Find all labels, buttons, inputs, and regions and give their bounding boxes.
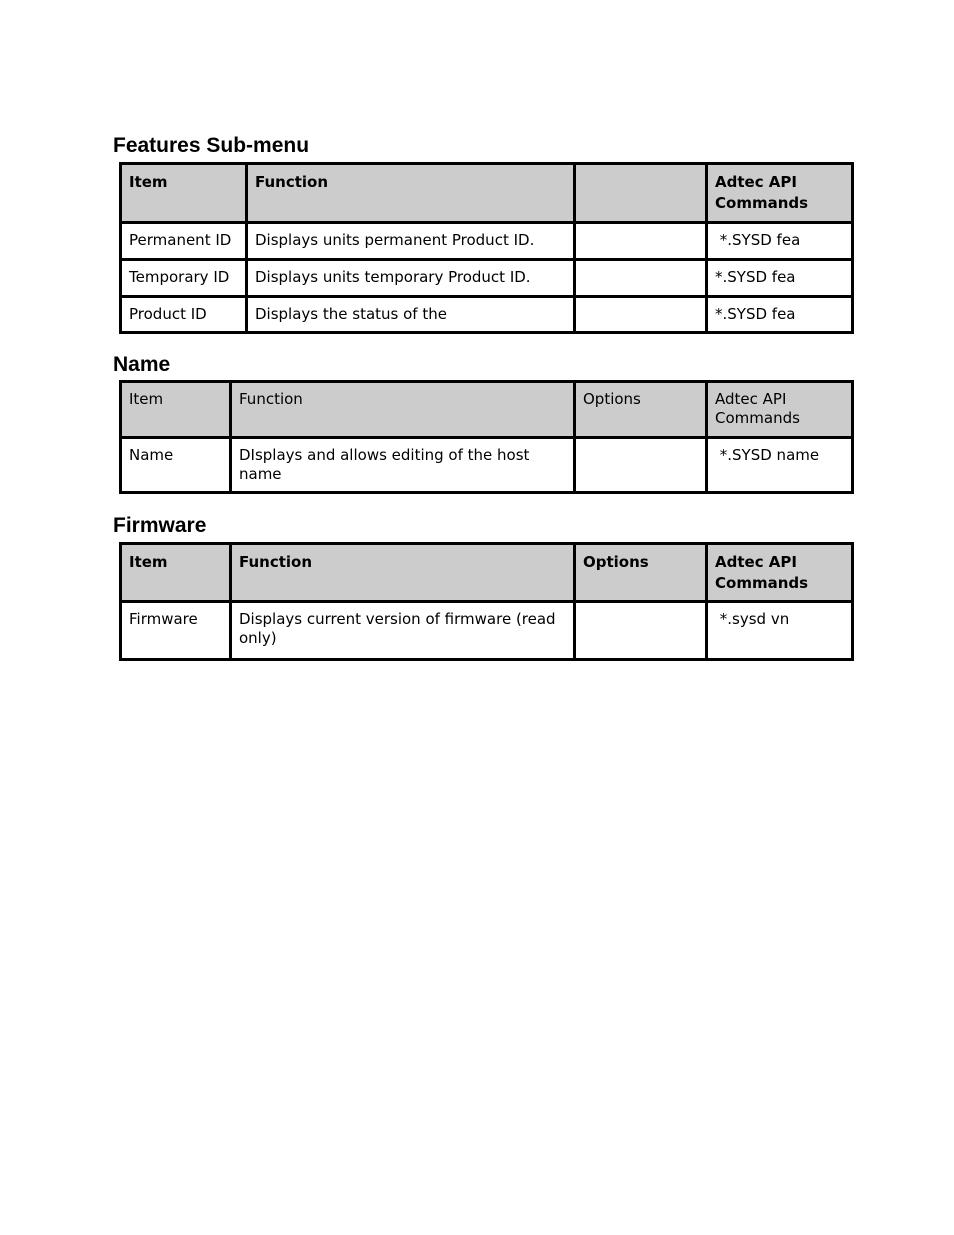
features-submenu-table: [119, 162, 854, 334]
features-submenu-heading: Features Sub-menu: [113, 134, 310, 157]
cell-item: Permanent ID: [121, 223, 247, 260]
cell-api-command: *.SYSD name: [707, 438, 853, 493]
header-api-commands: Adtec API Commands: [707, 544, 853, 602]
table-row: [121, 602, 853, 660]
table-row: [121, 438, 853, 493]
name-table: [119, 380, 854, 494]
cell-item: Firmware: [121, 602, 231, 660]
cell-function: Displays units permanent Product ID.: [247, 223, 575, 260]
cell-options: [575, 260, 707, 297]
cell-item: Name: [121, 438, 231, 493]
cell-options: [575, 297, 707, 333]
header-options: Options: [575, 382, 707, 438]
header-api-commands: Adtec API Commands: [707, 382, 853, 438]
table-header-row: [121, 164, 853, 223]
cell-function: Displays current version of firmware (read only): [231, 602, 575, 660]
cell-api-command: *.SYSD fea: [707, 260, 853, 297]
cell-api-command: *.SYSD fea: [707, 223, 853, 260]
firmware-table: [119, 542, 854, 661]
table-header-row: [121, 382, 853, 438]
cell-api-command: *.sysd vn: [707, 602, 853, 660]
table-row: [121, 223, 853, 260]
cell-options: [575, 438, 707, 493]
cell-item: Temporary ID: [121, 260, 247, 297]
cell-api-command: *.SYSD fea: [707, 297, 853, 333]
cell-options: [575, 223, 707, 260]
header-api-commands: Adtec API Commands: [707, 164, 853, 223]
header-function: Function: [231, 382, 575, 438]
cell-options: [575, 602, 707, 660]
header-item: Item: [121, 164, 247, 223]
table-header-row: [121, 544, 853, 602]
name-heading: Name: [113, 353, 171, 376]
header-options: Options: [575, 544, 707, 602]
cell-function: Displays the status of the: [247, 297, 575, 333]
header-options: [575, 164, 707, 223]
table-row: [121, 260, 853, 297]
cell-function: DIsplays and allows editing of the host name: [231, 438, 575, 493]
header-function: Function: [231, 544, 575, 602]
header-item: Item: [121, 382, 231, 438]
table-row: [121, 297, 853, 333]
cell-item: Product ID: [121, 297, 247, 333]
firmware-heading: Firmware: [113, 514, 207, 537]
header-item: Item: [121, 544, 231, 602]
cell-function: Displays units temporary Product ID.: [247, 260, 575, 297]
header-function: Function: [247, 164, 575, 223]
